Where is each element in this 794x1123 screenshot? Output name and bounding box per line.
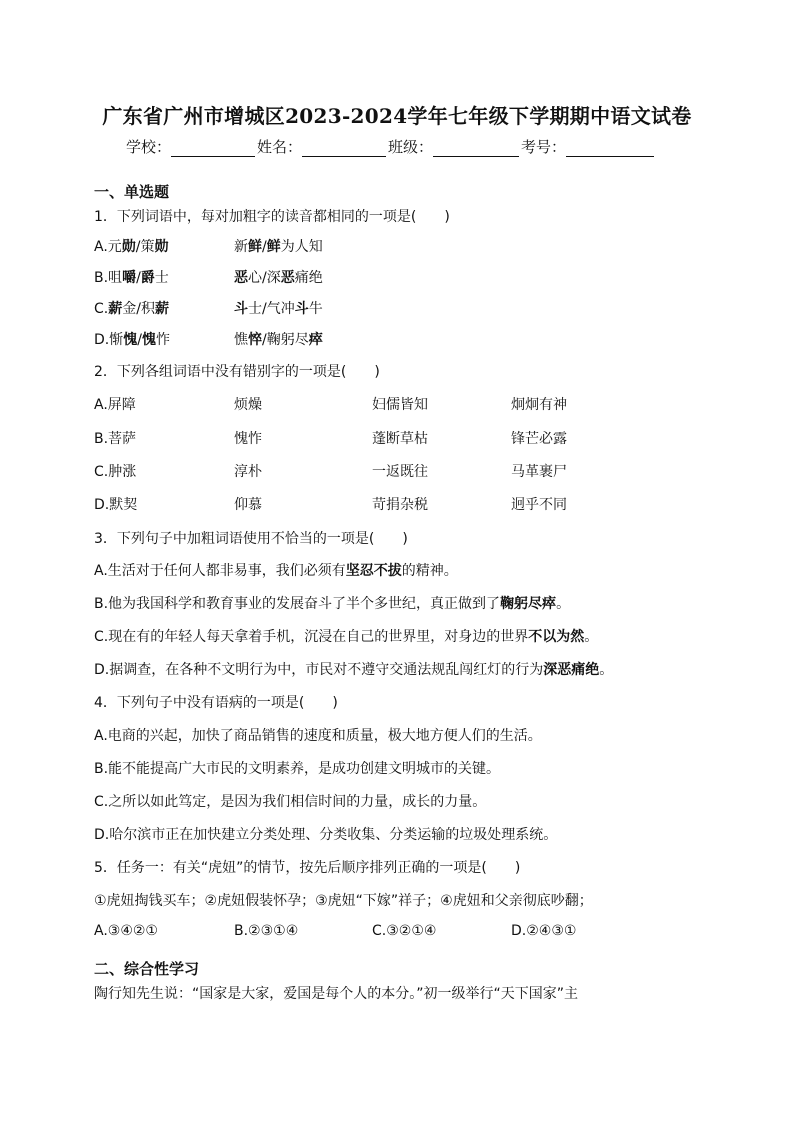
q1-option-b-word2: 恶心/深恶痛绝 xyxy=(234,270,323,286)
q1-option-d-word2: 憔悴/鞠躬尽瘁 xyxy=(234,332,323,348)
q3-option-b: B.他为我国科学和教育事业的发展奋斗了半个多世纪，真正做到了鞠躬尽瘁。 xyxy=(94,596,571,612)
q1-option-a-word1: A.元勋/策勋 xyxy=(94,239,169,255)
q5-option-c: C.③②①④ xyxy=(372,923,437,939)
q2-option-d-col4: 迥乎不同 xyxy=(511,497,567,513)
question-3-stem: 3．下列句子中加粗词语使用不恰当的一项是( ) xyxy=(94,531,408,547)
q5-option-a: A.③④②① xyxy=(94,923,158,939)
q1-option-c-word2: 斗士/气冲斗牛 xyxy=(234,301,323,317)
q1-option-a-word2: 新鲜/鲜为人知 xyxy=(234,239,323,255)
q2-option-a-col3: 妇儒皆知 xyxy=(372,397,428,413)
q4-option-a: A.电商的兴起，加快了商品销售的速度和质量，极大地方便人们的生活。 xyxy=(94,728,542,744)
q1-option-b-word1: B.咀嚼/爵士 xyxy=(94,270,169,286)
question-1-stem: 1．下列词语中，每对加粗字的读音都相同的一项是( ) xyxy=(94,209,450,225)
class-label: 班级： xyxy=(388,138,434,156)
page-title: 广东省广州市增城区2023-2024学年七年级下学期期中语文试卷 xyxy=(102,104,692,128)
q2-option-b-col1: B.菩萨 xyxy=(94,431,137,447)
student-info-line xyxy=(126,136,656,157)
q2-option-b-col2: 愧怍 xyxy=(234,431,262,447)
number-label: 考号： xyxy=(521,138,567,156)
q2-option-a-col1: A.屏障 xyxy=(94,397,136,413)
q4-option-c: C.之所以如此笃定，是因为我们相信时间的力量，成长的力量。 xyxy=(94,794,487,810)
name-blank xyxy=(302,142,386,157)
q2-option-d-col1: D.默契 xyxy=(94,497,138,513)
q5-option-b: B.②③①④ xyxy=(234,923,299,939)
q2-option-c-col4: 马革裹尸 xyxy=(511,464,567,480)
q2-option-b-col4: 锋芒必露 xyxy=(511,431,567,447)
q2-option-c-col2: 淳朴 xyxy=(234,464,262,480)
passage-first-line: 陶行知先生说：“国家是大家，爱国是每个人的本分。”初一级举行“天下国家”主 xyxy=(94,986,579,1002)
q3-option-c: C.现在有的年轻人每天拿着手机，沉浸在自己的世界里，对身边的世界不以为然。 xyxy=(94,629,599,645)
q2-option-b-col3: 蓬断草枯 xyxy=(372,431,428,447)
q2-option-c-col1: C.肿涨 xyxy=(94,464,137,480)
q2-option-a-col2: 烦燥 xyxy=(234,397,262,413)
number-blank xyxy=(566,142,654,157)
q3-option-d: D.据调查，在各种不文明行为中，市民对不遵守交通法规乱闯红灯的行为深恶痛绝。 xyxy=(94,662,614,678)
question-2-stem: 2．下列各组词语中没有错别字的一项是( ) xyxy=(94,364,380,380)
q3-option-a: A.生活对于任何人都非易事，我们必须有坚忍不拔的精神。 xyxy=(94,563,458,579)
school-blank xyxy=(171,142,255,157)
name-label: 姓名： xyxy=(257,138,303,156)
q5-plot-items: ①虎妞掏钱买车；②虎妞假装怀孕；③虎妞“下嫁”祥子；④虎妞和父亲彻底吵翻； xyxy=(94,893,593,909)
question-5-stem: 5．任务一：有关“虎妞”的情节，按先后顺序排列正确的一项是( ) xyxy=(94,860,521,876)
q4-option-d: D.哈尔滨市正在加快建立分类处理、分类收集、分类运输的垃圾处理系统。 xyxy=(94,827,558,843)
q4-option-b: B.能不能提高广大市民的文明素养，是成功创建文明城市的关键。 xyxy=(94,761,501,777)
school-label: 学校： xyxy=(126,138,172,156)
class-blank xyxy=(433,142,519,157)
q5-option-d: D.②④③① xyxy=(511,923,577,939)
section-heading-comprehensive-study: 二、综合性学习 xyxy=(94,960,200,978)
section-heading-single-choice: 一、单选题 xyxy=(94,183,170,201)
q1-option-c-word1: C.薪金/积薪 xyxy=(94,301,169,317)
question-4-stem: 4．下列句子中没有语病的一项是( ) xyxy=(94,695,338,711)
q2-option-d-col2: 仰慕 xyxy=(234,497,262,513)
q2-option-a-col4: 炯炯有神 xyxy=(511,397,567,413)
q2-option-c-col3: 一返既往 xyxy=(372,464,428,480)
q1-option-d-word1: D.惭愧/愧怍 xyxy=(94,332,170,348)
q2-option-d-col3: 苛捐杂税 xyxy=(372,497,428,513)
